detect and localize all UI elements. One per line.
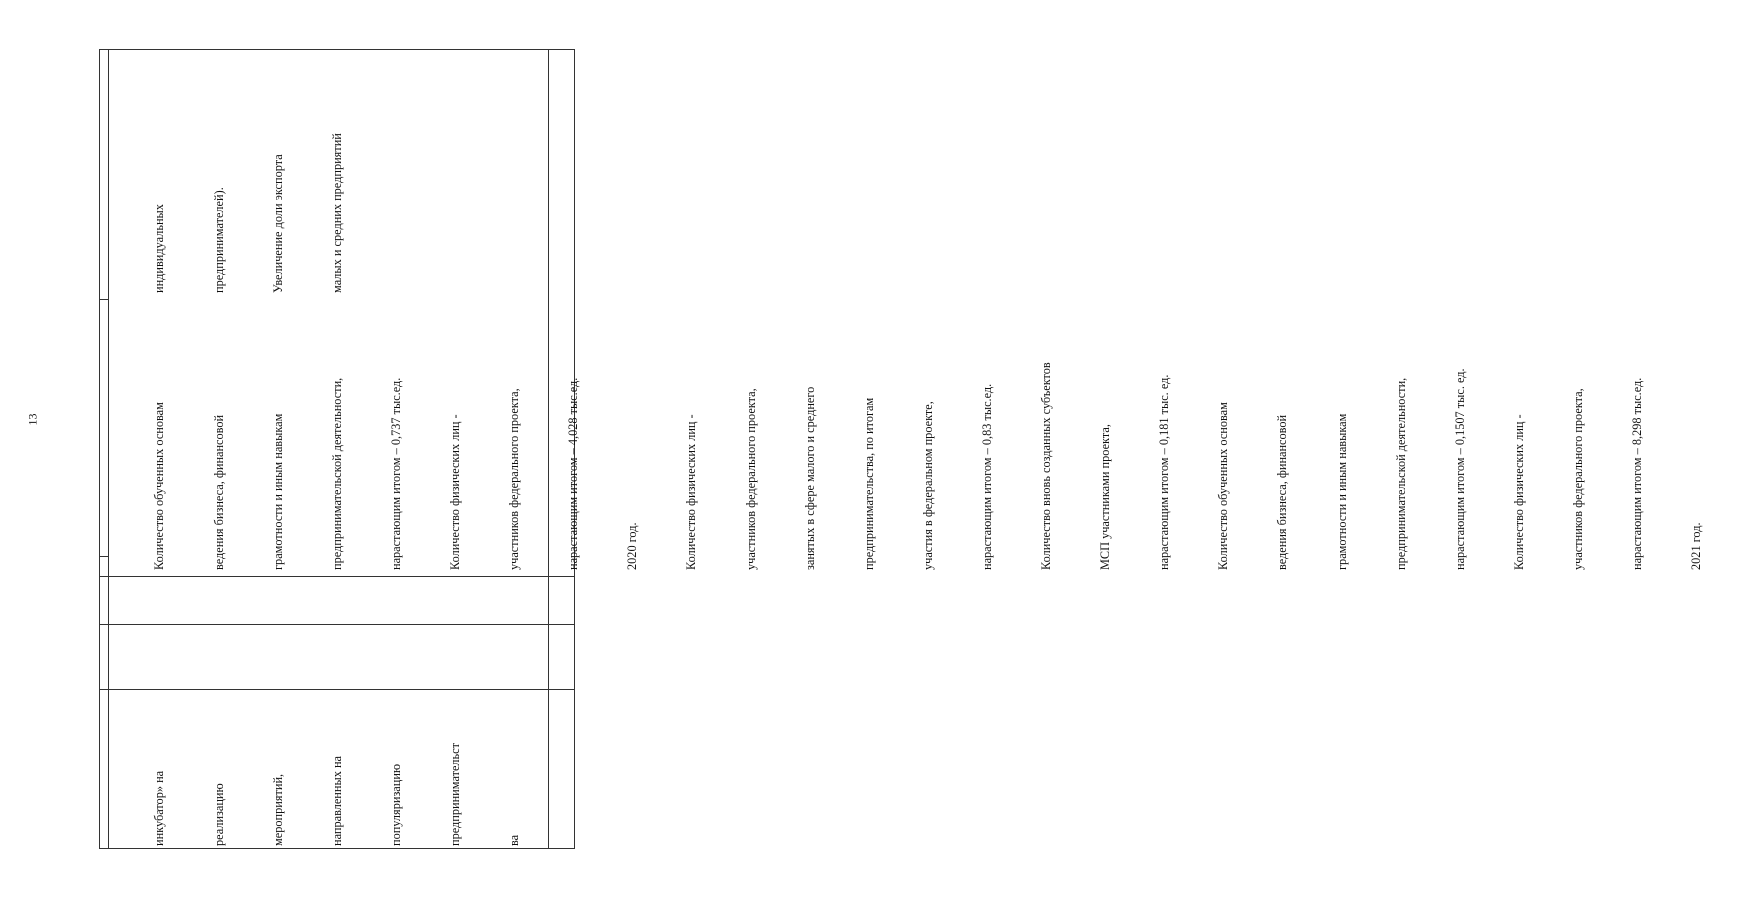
row-divider — [100, 576, 574, 577]
row-divider — [100, 556, 108, 557]
data-table — [99, 49, 1704, 849]
cell-indicators-text: Количество обученных основам ведения бизнеса, финансовой грамотности и иным навыкам предпринимательской деятельности, нарастающим итогом – 0,737 тыс.ед. Количество физических лиц - участников федерального проекта, нарастающим итогом – 4,028 тыс.ед. 2020 год. Количество физических лиц - участников федерального проекта, занятых в сфере малого и среднего предпринимательства, по итогам участия в федеральном проекте, нарастающим итогом – 0,83 тыс.ед. Количество вновь созданных субъектов МСП участниками проекта, нарастающим итогом – 0,181 тыс. ед. Количество обученных основам ведения бизнеса, финансовой грамотности и иным навыкам предпринимательской деятельности, нарастающим итогом – 0,1507 тыс. ед. Количество физических лиц - участников федерального проекта, нарастающим итогом – 8,298 тыс.ед. 2021 год. — [152, 362, 1704, 570]
row-divider — [100, 299, 108, 300]
column-divider — [108, 50, 109, 848]
cell-event-text: инкубатор» на реализацию мероприятий, направленных на популяризацию предпринимательст ва — [152, 743, 522, 846]
page-number: 13 — [25, 413, 40, 426]
cell-result-text: индивидуальных предпринимателей). Увеличение доли экспорта малых и средних предприятий — [152, 133, 344, 293]
row-divider — [100, 624, 574, 625]
row-divider — [100, 689, 108, 690]
row-divider — [100, 689, 574, 690]
row-divider — [100, 624, 108, 625]
